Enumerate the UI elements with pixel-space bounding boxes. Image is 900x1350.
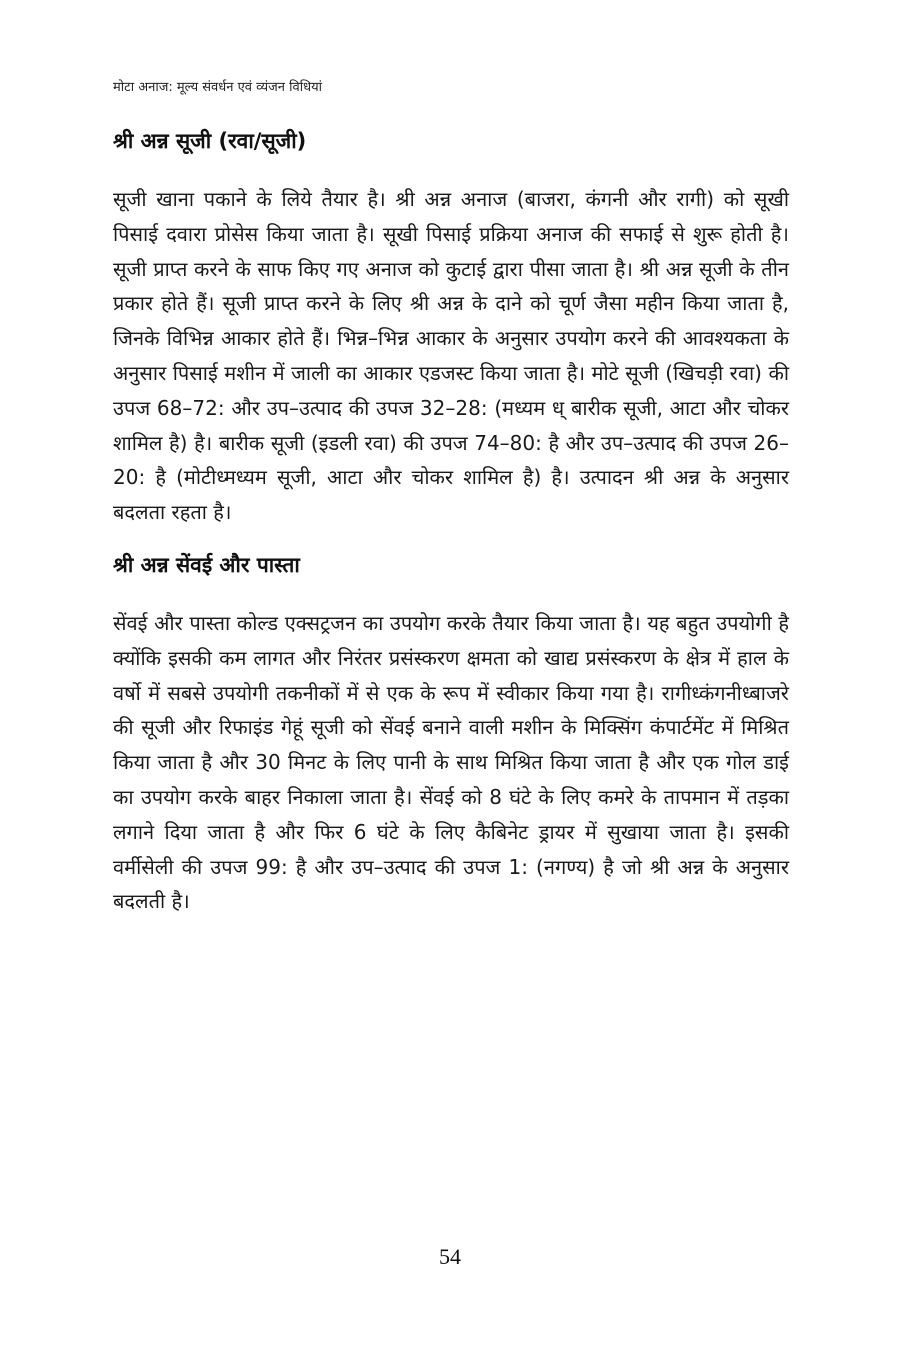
section-semolina — [113, 124, 789, 530]
page-content — [113, 124, 789, 919]
section-heading: श्री अन्न सेंवई और पास्ता — [113, 552, 300, 577]
page-number: 54 — [439, 1244, 461, 1269]
section-paragraph: सेंवई और पास्ता कोल्ड एक्सट्रजन का उपयोग करके तैयार किया जाता है। यह बहुत उपयोगी है क्योंकि इसकी कम लागत और निरंतर प्रसंस्करण क्षमता को खाद्य प्रसंस्करण के क्षेत्र में हाल के वर्षो में सबसे उपयोगी तकनीकों में से एक के रूप में स्वीकार किया गया है। रागीध्कंगनीध्बाजरे की सूजी और रिफाइंड गेहूं सूजी को सेंवई बनाने वाली मशीन के मिक्सिंग कंपार्टमेंट में मिश्रित किया जाता है और 30 मिनट के लिए पानी के साथ मिश्रित किया जाता है और एक गोल डाई का उपयोग करके बाहर निकाला जाता है। सेंवई को 8 घंटे के लिए कमरे के तापमान में तड़का लगाने दिया जाता है और फिर 6 घंटे के लिए कैबिनेट ड्रायर में सुखाया जाता है। इसकी वर्मीसेली की उपज 99: है और उप–उत्पाद की उपज 1: (नगण्य) है जो श्री अन्न के अनुसार बदलती है। — [113, 610, 789, 914]
section-heading: श्री अन्न सूजी (रवा/सूजी) — [113, 129, 307, 153]
section-paragraph: सूजी खाना पकाने के लिये तैयार है। श्री अन्न अनाज (बाजरा, कंगनी और रागी) को सूखी पिसाई दवारा प्रोसेस किया जाता है। सूखी पिसाई प्रक्रिया अनाज की सफाई से शुरू होती है। सूजी प्राप्त करने के साफ किए गए अनाज को कुटाई द्वारा पीसा जाता है। श्री अन्न सूजी के तीन प्रकार होते हैं। सूजी प्राप्त करने के लिए श्री अन्न के दाने को चूर्ण जैसा महीन किया जाता है, जिनके विभिन्न आकार होते हैं। भिन्न–भिन्न आकार के अनुसार उपयोग करने की आवश्यकता के अनुसार पिसाई मशीन में जाली का आकार एडजस्ट किया जाता है। मोटे सूजी (खिचड़ी रवा) की उपज 68–72: और उप–उत्पाद की उपज 32–28: (मध्यम ध् बारीक सूजी, आटा और चोकर शामिल है) है। बारीक सूजी (इडली रवा) की उपज 74–80: है और उप–उत्पाद की उपज 26– 20: है (मोटीध्मध्यम सूजी, आटा और चोकर शामिल है) है। उत्पादन श्री अन्न के अनुसार बदलता रहता है। — [113, 187, 789, 525]
running-header: मोटा अनाज: मूल्य संवर्धन एवं व्यंजन विधियां — [113, 80, 323, 95]
section-vermicelli-pasta — [113, 548, 789, 919]
